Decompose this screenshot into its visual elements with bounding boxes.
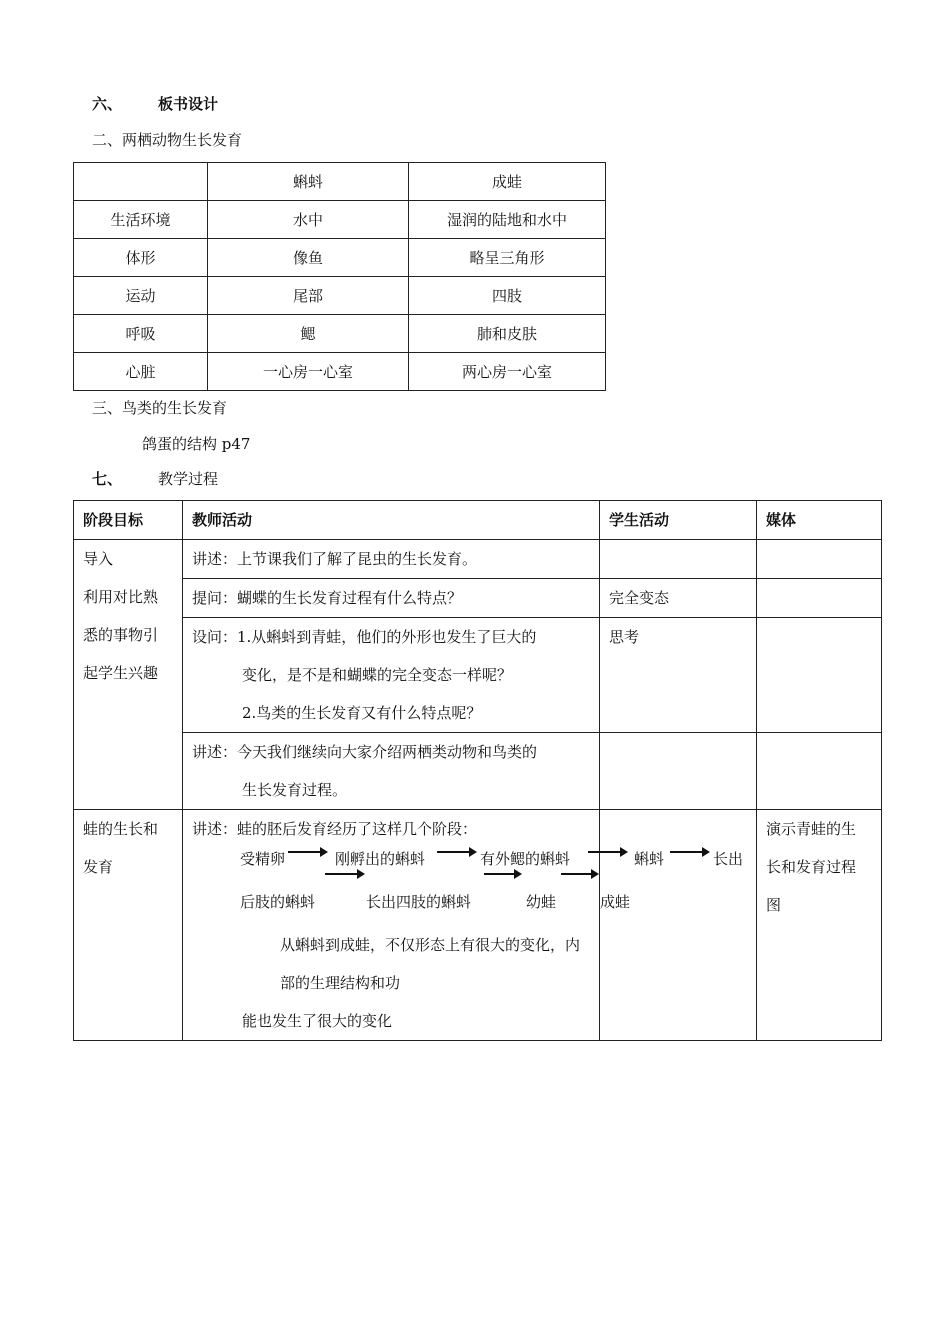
flow-stage: 长出四肢的蝌蚪 [366,893,472,911]
teacher-activity-cell [183,810,744,1041]
table-cell: 尾部 [208,277,409,315]
table-cell: 略呈三角形 [409,239,606,277]
activity-line: 变化，是不是和蝴蝶的完全变态一样呢？ [242,666,513,684]
arrow-icon [670,851,708,853]
subsection-amphibian-heading: 二、两栖动物生长发育 [92,131,243,149]
stage-goal-intro [74,540,183,810]
table-cell: 四肢 [409,277,606,315]
table-row [74,201,606,239]
header-teacher-activity: 教师活动 [183,501,600,540]
flow-stage: 刚孵出的蝌蚪 [335,850,426,868]
activity-line: 2.鸟类的生长发育又有什么特点呢？ [242,704,482,722]
student-activity-cell: 思考 [600,618,757,733]
stage-line: 悉的事物引 [83,626,159,644]
table-row [74,277,606,315]
table-cell: 像鱼 [208,239,409,277]
flow-stage: 后肢的蝌蚪 [240,893,316,911]
section-6-number: 六、 [92,95,123,113]
table-cell: 呼吸 [74,315,208,353]
table-header-row [74,501,882,540]
media-cell [757,618,882,733]
header-stage-goal: 阶段目标 [74,501,183,540]
media-cell [757,540,882,579]
table-cell: 水中 [208,201,409,239]
table-row [74,540,882,579]
flow-stage: 有外鳃的蝌蚪 [480,850,571,868]
arrow-icon [437,851,475,853]
student-activity-cell [600,540,757,579]
activity-line: 讲述：今天我们继续向大家介绍两栖类动物和鸟类的 [192,743,538,761]
table-row [74,353,606,391]
arrow-icon [484,873,520,875]
teacher-activity-cell: 提问：蝴蝶的生长发育过程有什么特点？ [183,579,600,618]
teacher-activity-cell [183,618,600,733]
header-student-activity: 学生活动 [600,501,757,540]
section-7-number: 七、 [92,470,123,488]
table-header-row [74,163,606,201]
table-cell: 成蛙 [409,163,606,201]
table-cell: 心脏 [74,353,208,391]
media-cell [757,579,882,618]
stage-line: 蛙的生长和 [83,820,159,838]
egg-structure-note: 鸽蛋的结构 p47 [142,435,251,453]
media-cell [757,810,882,1041]
stage-line: 发育 [83,858,114,876]
flow-stage: 成蛙 [600,893,631,911]
media-line: 图 [766,896,782,914]
table-row [74,315,606,353]
table-row [74,733,882,810]
arrow-icon [288,851,326,853]
activity-line: 生长发育过程。 [242,781,348,799]
teaching-process-table [73,500,882,1041]
section-6-title: 板书设计 [158,95,219,113]
table-cell: 蝌蚪 [208,163,409,201]
flow-stage: 幼蛙 [526,893,557,911]
activity-line: 设问：1.从蝌蚪到青蛙，他们的外形也发生了巨大的 [192,628,537,646]
table-cell: 运动 [74,277,208,315]
student-activity-cell [600,733,757,810]
table-cell: 两心房一心室 [409,353,606,391]
arrow-icon [325,873,363,875]
arrow-icon [561,873,597,875]
media-cell [757,733,882,810]
media-line: 演示青蛙的生 [766,820,857,838]
student-activity-cell: 完全变态 [600,579,757,618]
table-cell: 生活环境 [74,201,208,239]
media-line: 长和发育过程 [766,858,857,876]
teacher-activity-cell [183,733,600,810]
header-media: 媒体 [757,501,882,540]
frog-development-flow [192,840,744,926]
stage-line: 利用对比熟 [83,588,159,606]
section-7-title: 教学过程 [158,470,219,488]
table-row [74,239,606,277]
table-row [74,579,882,618]
arrow-icon [588,851,626,853]
activity-line: 能也发生了很大的变化 [242,1012,393,1030]
flow-stage: 蝌蚪 [634,850,665,868]
activity-line: 讲述：蛙的胚后发育经历了这样几个阶段： [192,820,478,838]
table-cell: 一心房一心室 [208,353,409,391]
activity-line: 从蝌蚪到成蛙，不仅形态上有很大的变化，内部的生理结构和功 [280,936,581,992]
table-row [74,810,882,1041]
table-cell: 肺和皮肤 [409,315,606,353]
table-cell: 湿润的陆地和水中 [409,201,606,239]
stage-goal-frog [74,810,183,1041]
amphibian-comparison-table [73,162,606,391]
flow-stage: 长出 [713,850,744,868]
stage-line: 导入 [83,550,114,568]
teacher-activity-cell: 讲述：上节课我们了解了昆虫的生长发育。 [183,540,600,579]
stage-line: 起学生兴趣 [83,664,159,682]
flow-stage: 受精卵 [240,850,286,868]
subsection-bird-heading: 三、鸟类的生长发育 [92,399,228,417]
table-row [74,618,882,733]
table-cell: 鳃 [208,315,409,353]
table-cell [74,163,208,201]
table-cell: 体形 [74,239,208,277]
